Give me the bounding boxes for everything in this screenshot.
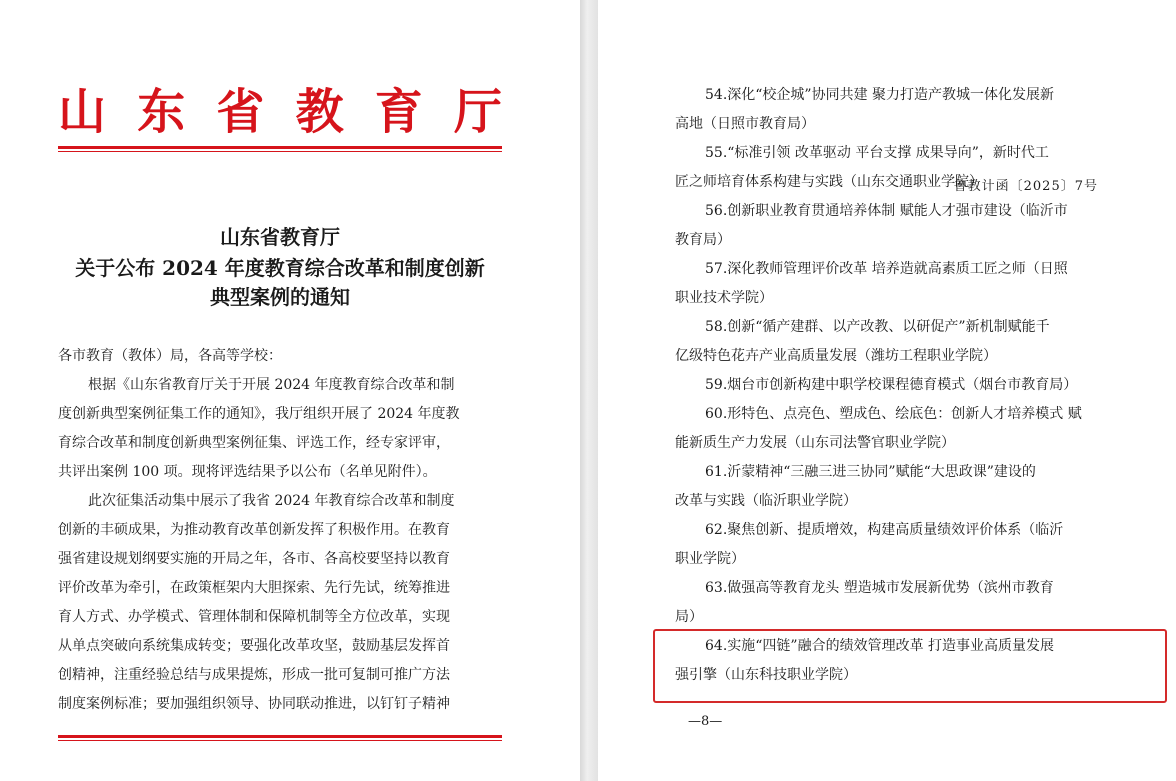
notice-title-line: 典型案例的通知 [210,285,350,309]
notice-title-line: 关于公布 2024 年度教育综合改革和制度创新 [75,256,485,280]
case-item-line: 62.聚焦创新、提质增效，构建高质量绩效评价体系（临沂 [705,522,1064,538]
body-line: 从单点突破向系统集成转变；要强化改革攻坚，鼓励基层发挥首 [58,638,450,654]
body-line: 共评出案例 100 项。现将评选结果予以公布（名单见附件）。 [58,464,437,480]
case-item-line: 教育局） [675,232,731,248]
body-line: 根据《山东省教育厅关于开展 2024 年度教育综合改革和制 [88,377,455,393]
case-item-line: 60.形特色、点亮色、塑成色、绘底色：创新人才培养模式 赋 [705,406,1082,422]
masthead-char: 山 [58,84,107,140]
case-item-line-highlighted: 强引擎（山东科技职业学院） [675,667,857,683]
body-line: 创精神，注重经验总结与成果提炼，形成一批可复制可推广方法 [58,667,450,683]
masthead-title [58,82,502,142]
body-line: 育综合改革和制度创新典型案例征集、评选工作，经专家评审， [58,435,450,451]
case-item-line: 63.做强高等教育龙头 塑造城市发展新优势（滨州市教育 [705,580,1054,596]
masthead-red-rule [58,146,502,149]
body-line: 评价改革为牵引，在政策框架内大胆探索、先行先试，统筹推进 [58,580,450,596]
salutation: 各市教育（教体）局，各高等学校： [58,348,282,364]
case-item-line: 亿级特色花卉产业高质量发展（潍坊工程职业学院） [675,348,997,364]
masthead-char: 东 [137,84,186,140]
masthead-char: 厅 [453,84,502,140]
case-item-line: 54.深化“校企城”协同共建 聚力打造产教城一体化发展新 [705,87,1055,103]
page-number: —8— [688,714,723,729]
case-item-line: 职业学院） [675,551,745,567]
footer-red-rule-thin [58,740,502,741]
case-item-line: 57.深化教师管理评价改革 培养造就高素质工匠之师（日照 [705,261,1068,277]
case-item-line: 58.创新“循产建群、以产改教、以研促产”新机制赋能千 [705,319,1050,335]
body-line: 制度案例标准；要加强组织领导、协同联动推进，以钉钉子精神 [58,696,450,712]
masthead-char: 教 [295,84,344,140]
case-item-line: 59.烟台市创新构建中职学校课程德育模式（烟台市教育局） [705,377,1078,393]
case-item-line-highlighted: 64.实施“四链”融合的绩效管理改革 打造事业高质量发展 [705,638,1055,654]
case-item-line: 匠之师培育体系构建与实践（山东交通职业学院） [675,174,983,190]
footer-red-rule [58,735,502,738]
masthead-char: 省 [216,84,265,140]
case-item-line: 高地（日照市教育局） [675,116,815,132]
body-line: 度创新典型案例征集工作的通知》，我厅组织开展了 2024 年度教 [58,406,460,422]
body-line: 育人方式、办学模式、管理体制和保障机制等全方位改革，实现 [58,609,450,625]
page-gutter [580,0,598,781]
document-number: 鲁教计函〔2025〕7号 [953,179,1098,194]
case-item-line: 局） [675,609,703,625]
case-item-line: 改革与实践（临沂职业学院） [675,493,857,509]
notice-title-line: 山东省教育厅 [220,225,340,249]
body-line: 此次征集活动集中展示了我省 2024 年教育综合改革和制度 [88,493,455,509]
body-line: 创新的丰硕成果，为推动教育改革创新发挥了积极作用。在教育 [58,522,450,538]
case-item-line: 56.创新职业教育贯通培养体制 赋能人才强市建设（临沂市 [705,203,1068,219]
masthead-char: 育 [374,84,423,140]
case-item-line: 职业技术学院） [675,290,773,306]
case-item-line: 61.沂蒙精神“三融三进三协同”赋能“大思政课”建设的 [705,464,1036,480]
body-line: 强省建设规划纲要实施的开局之年，各市、各高校要坚持以教育 [58,551,450,567]
masthead-red-rule-thin [58,151,502,152]
case-item-line: 55.“标准引领 改革驱动 平台支撑 成果导向”，新时代工 [705,145,1049,161]
case-item-line: 能新质生产力发展（山东司法警官职业学院） [675,435,955,451]
highlight-box [653,629,1167,703]
